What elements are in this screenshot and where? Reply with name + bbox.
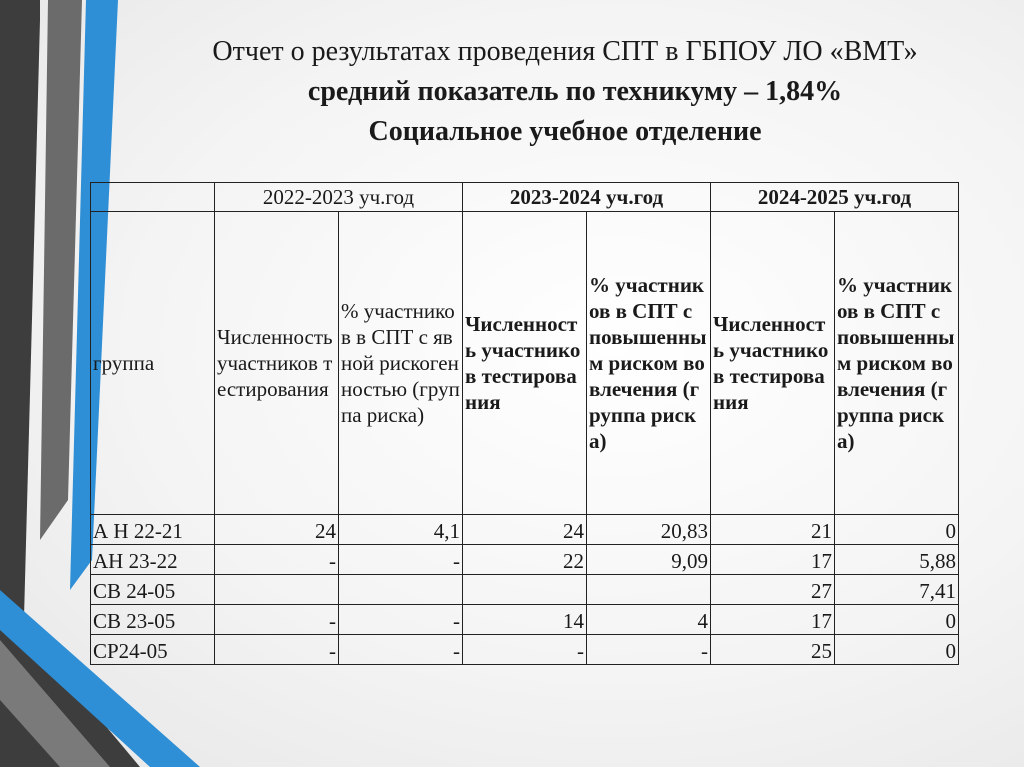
header-year-2023: 2023-2024 уч.год xyxy=(463,183,711,212)
header-pct-2022: % участников в СПТ с явной рискогенностью (группа риска) xyxy=(339,212,463,515)
cell-group: СВ 24-05 xyxy=(91,575,215,605)
header-count-2024: Численность участников тестирования xyxy=(711,212,835,515)
title-line-2: средний показатель по техникуму – 1,84% xyxy=(307,76,843,107)
cell-count-2023: - xyxy=(463,635,587,665)
table-row xyxy=(91,545,959,575)
cell-count-2024: 17 xyxy=(711,545,835,575)
cell-group: СР24-05 xyxy=(91,635,215,665)
cell-pct-2023: 20,83 xyxy=(587,515,711,545)
table-row xyxy=(91,515,959,545)
header-year-2022: 2022-2023 уч.год xyxy=(215,183,463,212)
cell-group: АН 23-22 xyxy=(91,545,215,575)
cell-count-2024: 21 xyxy=(711,515,835,545)
cell-pct-2023: 9,09 xyxy=(587,545,711,575)
cell-pct-2022: - xyxy=(339,605,463,635)
cell-pct-2023 xyxy=(587,575,711,605)
results-table xyxy=(90,182,959,665)
table-row xyxy=(91,575,959,605)
cell-pct-2024: 5,88 xyxy=(835,545,959,575)
header-empty-cell xyxy=(91,183,215,212)
cell-pct-2022: - xyxy=(339,635,463,665)
cell-count-2022 xyxy=(215,575,339,605)
cell-count-2022: - xyxy=(215,605,339,635)
cell-pct-2024: 0 xyxy=(835,605,959,635)
header-count-2022: Численность участников тестирования xyxy=(215,212,339,515)
header-pct-2023: % участников в СПТ с повышенным риском вовлечения (группа риска) xyxy=(587,212,711,515)
column-header-row xyxy=(91,212,959,515)
cell-pct-2024: 7,41 xyxy=(835,575,959,605)
cell-pct-2024: 0 xyxy=(835,515,959,545)
cell-count-2023: 14 xyxy=(463,605,587,635)
header-year-2024: 2024-2025 уч.год xyxy=(711,183,959,212)
header-count-2023: Численность участников тестирования xyxy=(463,212,587,515)
cell-group: А Н 22-21 xyxy=(91,515,215,545)
cell-pct-2022: - xyxy=(339,545,463,575)
cell-count-2022: - xyxy=(215,545,339,575)
cell-pct-2023: 4 xyxy=(587,605,711,635)
cell-count-2024: 25 xyxy=(711,635,835,665)
table-row xyxy=(91,605,959,635)
cell-pct-2022 xyxy=(339,575,463,605)
cell-count-2023 xyxy=(463,575,587,605)
title-block xyxy=(95,32,1015,152)
title-line-1: Отчет о результатах проведения СПТ в ГБПОУ ЛО «ВМТ» xyxy=(212,36,918,67)
cell-count-2023: 24 xyxy=(463,515,587,545)
title-line-3: Социальное учебное отделение xyxy=(368,116,762,147)
table-row xyxy=(91,635,959,665)
cell-count-2023: 22 xyxy=(463,545,587,575)
cell-pct-2023: - xyxy=(587,635,711,665)
cell-count-2024: 27 xyxy=(711,575,835,605)
cell-count-2022: 24 xyxy=(215,515,339,545)
cell-pct-2024: 0 xyxy=(835,635,959,665)
cell-count-2022: - xyxy=(215,635,339,665)
cell-pct-2022: 4,1 xyxy=(339,515,463,545)
cell-count-2024: 17 xyxy=(711,605,835,635)
cell-group: СВ 23-05 xyxy=(91,605,215,635)
year-header-row xyxy=(91,183,959,212)
header-group: группа xyxy=(91,212,215,515)
header-pct-2024: % участников в СПТ с повышенным риском вовлечения (группа риска) xyxy=(835,212,959,515)
